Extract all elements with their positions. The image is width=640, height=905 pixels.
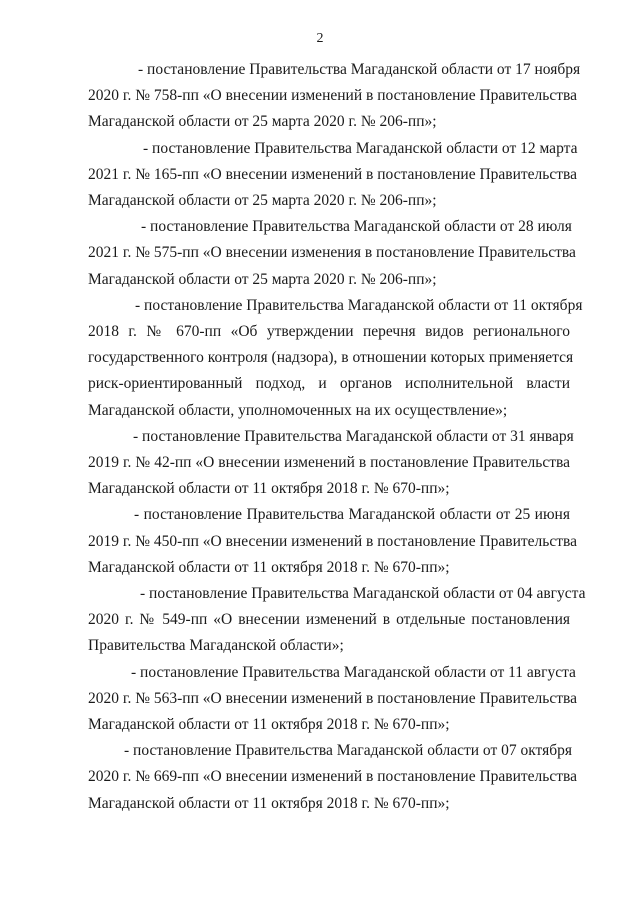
- regulation-item: [88, 660, 578, 739]
- regulation-line: государственного контроля (надзора), в отношении которых применяется: [88, 349, 574, 367]
- regulation-item: [88, 581, 586, 660]
- regulation-line: 2020 г. № 758-пп «О внесении изменений в постановление Правительства: [88, 87, 578, 105]
- regulation-line: Магаданской области от 25 марта 2020 г. № 206-пп»;: [88, 113, 437, 131]
- regulation-line: - постановление Правительства Магаданской области от 11 октября: [135, 296, 583, 314]
- regulation-line: Магаданской области от 25 марта 2020 г. № 206-пп»;: [88, 270, 437, 288]
- regulation-item: [88, 214, 576, 293]
- regulation-line: Правительства Магаданской области»;: [88, 637, 344, 655]
- regulation-line: 2021 г. № 575-пп «О внесении изменения в постановление Правительства: [88, 244, 576, 262]
- regulation-line: Магаданской области, уполномоченных на их осуществление»;: [88, 401, 508, 419]
- regulation-line: 2020 г. № 669-пп «О внесении изменений в постановление Правительства: [88, 768, 578, 786]
- regulation-line: 2021 г. № 165-пп «О внесении изменений в постановление Правительства: [88, 165, 578, 183]
- regulation-line: Магаданской области от 11 октября 2018 г. № 670-пп»;: [88, 716, 450, 734]
- regulation-line: 2019 г. № 42-пп «О внесении изменений в постановление Правительства: [88, 454, 570, 472]
- regulation-line: 2020 г. № 563-пп «О внесении изменений в постановление Правительства: [88, 689, 578, 707]
- regulation-item: [88, 57, 581, 136]
- page-number: 2: [316, 31, 324, 46]
- regulation-line: - постановление Правительства Магаданской области от 07 октября: [124, 742, 573, 760]
- regulation-item: [88, 424, 574, 503]
- regulation-line: - постановление Правительства Магаданской области от 28 июля: [141, 218, 572, 236]
- regulation-line: - постановление Правительства Магаданской области от 12 марта: [143, 139, 578, 157]
- regulation-line: - постановление Правительства Магаданской области от 31 января: [133, 427, 574, 445]
- regulation-line: - постановление Правительства Магаданской области от 04 августа: [140, 585, 586, 603]
- regulation-line: Магаданской области от 11 октября 2018 г. № 670-пп»;: [88, 558, 450, 576]
- regulation-line: 2019 г. № 450-пп «О внесении изменений в постановление Правительства: [88, 532, 578, 550]
- regulation-item: [88, 293, 583, 424]
- regulation-line: Магаданской области от 25 марта 2020 г. № 206-пп»;: [88, 192, 437, 210]
- regulation-line: 2020 г. № 549-пп «О внесении изменений в отдельные постановления: [88, 611, 570, 629]
- regulation-line: - постановление Правительства Магаданской области от 11 августа: [131, 663, 576, 681]
- regulation-line: 2018 г. № 670-пп «Об утверждении перечня видов регионального: [88, 323, 570, 341]
- regulation-line: Магаданской области от 11 октября 2018 г. № 670-пп»;: [88, 480, 450, 498]
- regulation-list: [88, 57, 586, 817]
- regulation-line: риск-ориентированный подход, и органов исполнительной власти: [88, 375, 570, 393]
- regulation-item: [88, 136, 578, 215]
- regulation-item: [88, 738, 578, 817]
- regulation-line: - постановление Правительства Магаданской области от 17 ноября: [138, 61, 581, 78]
- regulation-line: Магаданской области от 11 октября 2018 г. № 670-пп»;: [88, 794, 450, 812]
- regulation-line: - постановление Правительства Магаданской области от 25 июня: [134, 506, 570, 524]
- regulation-item: [88, 502, 578, 581]
